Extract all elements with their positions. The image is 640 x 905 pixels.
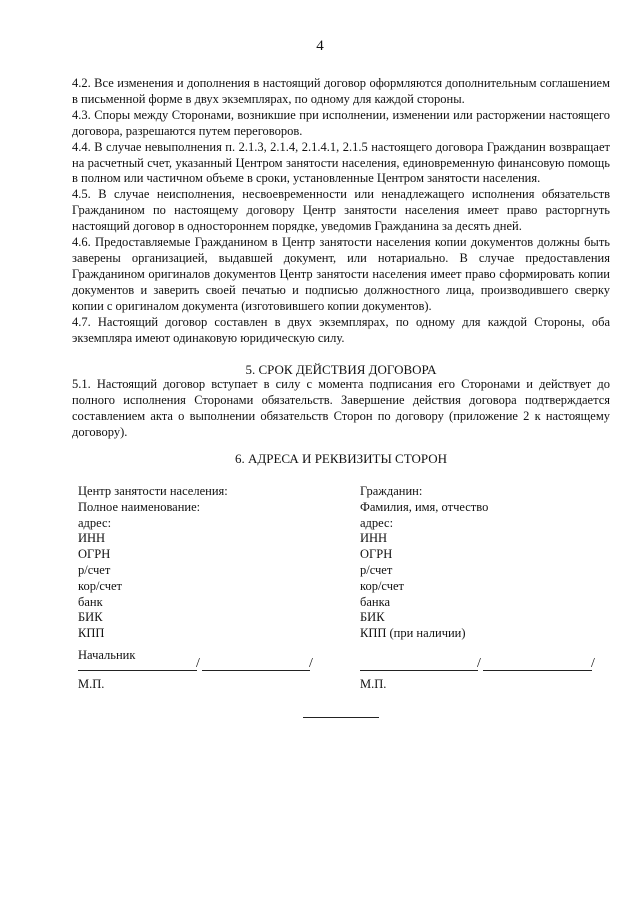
signature-slash: / [591,656,595,671]
detail-line: р/счет [360,562,393,577]
detail-line: КПП [78,626,105,641]
detail-line: адрес: [360,515,394,530]
detail-line: Полное наименование: [78,499,201,514]
detail-line: кор/счет [78,578,123,593]
signature-slash: / [477,656,481,671]
clause-4-3: 4.3. Споры между Сторонами, возникшие при исполнении, изменении или расторжении настоящего договора, разрешаются путем переговоров. [72,107,610,138]
citizen-details [360,484,610,642]
detail-line: р/счет [78,562,111,577]
seal-place-left: М.П. [78,677,105,691]
detail-line: ИНН [78,531,106,546]
detail-line: КПП (при наличии) [360,626,466,641]
signature-line-left [78,670,197,671]
clause-4-4: 4.4. В случае невыполнения п. 2.1.3, 2.1.4, 2.1.4.1, 2.1.5 настоящего договора Гражданин возвращает на расчетный счет, указанный Центром занятости населения, единовременную финансовую помощь в полном или частичном объеме в сроки, установленные Центром занятости населения. [72,139,610,186]
detail-line: ИНН [360,531,388,546]
detail-line: БИК [78,610,103,625]
employment-center-details [78,484,328,642]
contract-clauses [72,76,610,346]
detail-line: ОГРН [78,547,111,562]
section-6-heading: 6. АДРЕСА И РЕКВИЗИТЫ СТОРОН [234,451,448,466]
name-line-left [202,670,310,671]
signature-line-right [360,670,478,671]
clause-4-7: 4.7. Настоящий договор составлен в двух экземплярах, по одному для каждой Стороны, оба экземпляра имеют одинаковую юридическую силу. [72,314,610,345]
signer-title: Начальник [78,648,136,662]
detail-line: Гражданин: [360,484,423,498]
seal-place-right: М.П. [360,677,387,691]
detail-line: банк [78,594,103,609]
end-rule [303,717,379,718]
detail-line: банка [360,594,391,609]
clause-4-2: 4.2. Все изменения и дополнения в настоящий договор оформляются дополнительным соглашением в письменной форме в двух экземплярах, по одному для каждой стороны. [72,76,610,106]
signature-slash: / [196,656,200,671]
detail-line: Центр занятости населения: [78,484,228,498]
detail-line: адрес: [78,515,112,530]
clause-4-5: 4.5. В случае неисполнения, несвоевременности или ненадлежащего исполнения обязательств Гражданином по настоящему договору Центр занятости населения имеет право расторгнуть настоящий договор в одностороннем порядке, уведомив Гражданина за десять дней. [72,187,610,234]
detail-line: БИК [360,610,385,625]
section-5-heading: 5. СРОК ДЕЙСТВИЯ ДОГОВОРА [245,362,437,377]
detail-line: Фамилия, имя, отчество [360,499,489,514]
detail-line: кор/счет [360,578,405,593]
detail-line: ОГРН [360,547,393,562]
page-number: 4 [316,38,324,54]
clause-5-1: 5.1. Настоящий договор вступает в силу с момента подписания его Сторонами и действует до полного исполнения Сторонами обязательств. Завершение действия договора подтверждается составлением акта о выполнении обязательств Сторон по договору (приложение 2 к настоящему договору). [72,377,610,439]
clause-4-6: 4.6. Предоставляемые Гражданином в Центр занятости населения копии документов должны быть заверены организацией, выдавшей документ, или нотариально. В случае предоставления Гражданином оригиналов документов Центр занятости населения имеет право сформировать копии документов и заверить своей печатью и подписью должностного лица, производившего сверку копии с оригиналом документа (изготовившего копии документов). [72,235,610,313]
name-line-right [483,670,592,671]
signature-slash: / [309,656,313,671]
